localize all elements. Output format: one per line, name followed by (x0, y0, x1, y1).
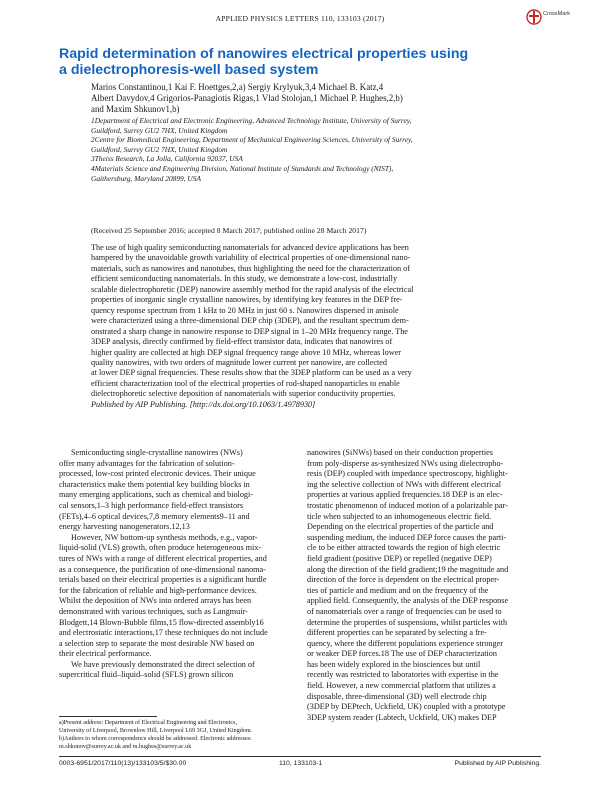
abstract-line: dielectrophoretic selective deposition of nanomaterials with superior conductivity properties. (91, 389, 396, 399)
body-line: Semiconducting single-crystalline nanowires (NWs) (71, 448, 243, 457)
body-line: We have previously demonstrated the direct selection of (71, 659, 255, 669)
abstract-line: properties of inorganic single crystalline nanowires, by identifying key features in the DEP fre- (91, 295, 403, 305)
affiliations (91, 116, 511, 183)
body-line: resis (DEP) coupled with impedance spectroscopy, highlight- (307, 469, 508, 479)
footer-publisher: Published by AIP Publishing. (454, 760, 541, 767)
body-line: ties of particle and medium and on the frequency of the (307, 585, 489, 595)
body-line: Depending on the electrical properties of the particle and (307, 522, 494, 532)
body-line: ing the selective collection of NWs with different electrical (307, 479, 501, 489)
body-line: a selection step to separate the most desirable NW based on (59, 638, 255, 648)
body-line: of nanomaterials over a range of frequencies can be used to (307, 606, 502, 616)
body-line: cle to be either attracted towards the region of high electric (307, 543, 501, 553)
received-dates: (Received 25 September 2016; accepted 8 March 2017; published online 28 March 2017) (91, 226, 367, 235)
body-line: (3DEP by DEPtech, Uckfield, UK) coupled with a prototype (307, 702, 506, 712)
body-line: terials based on their electrical properties is a significant hurdle (59, 575, 267, 585)
footer-issn: 0003-6951/2017/110(13)/133103/5/$30.00 (59, 760, 187, 767)
abstract-line: onstrated a sharp change in nanowire response to DEP signal in 1–20 MHz frequency range. The (91, 326, 408, 336)
footnote-line: m.shkunov@surrey.ac.uk and m.hughes@surrey.ac.uk (59, 744, 192, 750)
affiliation-line: 4Materials Science and Engineering Division, National Institute of Standards and Technology (NIST), (91, 163, 394, 173)
crossmark-label (543, 11, 570, 18)
body-line: ticle when subjected to an inhomogeneous electric field. (307, 511, 492, 521)
abstract-doi-line[interactable]: Published by AIP Publishing. [http://dx.doi.org/10.1063/1.4978930] (91, 399, 316, 409)
right-column (307, 448, 541, 723)
affiliation-line: 3Theiss Research, La Jolla, California 92037, USA (91, 154, 243, 164)
crossmark-label-line: CrossMark (543, 11, 571, 17)
page-footer (59, 760, 541, 770)
footer-page-number: 110, 133103-1 (279, 760, 323, 767)
body-line: quency, where the different populations experience stronger (307, 638, 503, 648)
abstract-line: efficient characterization tool of the electrical properties of rod-shaped nanoparticles to enable (91, 378, 400, 388)
abstract-line: 3DEP analysis, directly confirmed by field-effect transistor data, indicates that nanowires of (91, 337, 393, 347)
body-line: However, NW bottom-up synthesis methods, e.g., vapor- (71, 532, 258, 542)
body-line: 3DEP system reader (Labtech, Uckfield, UK) makes DEP (307, 712, 497, 722)
abstract-line: at lower DEP signal frequencies. These results show that the 3DEP platform can be used as a very (91, 368, 412, 378)
body-line: demonstrated with various techniques, such as Langmuir- (59, 606, 248, 616)
body-line: liquid-solid (VLS) growth, often produce heterogeneous mix- (59, 543, 262, 553)
body-line: trostatic phenomenon of induced motion of a polarizable par- (307, 500, 508, 510)
abstract-line: The use of high quality semiconducting nanomaterials for advanced device applications has been (91, 243, 409, 252)
body-line: field. However, a new commercial platform that utilizes a (307, 681, 496, 691)
footnotes (59, 719, 295, 751)
body-line: from poly-disperse as-synthesized NWs using dielectropho- (307, 458, 504, 468)
abstract-line: hampered by the unavoidable growth variability of electrical properties of one-dimensional nano- (91, 253, 411, 263)
abstract (91, 243, 509, 410)
author-line: Marios Constantinou,1 Kai F. Hoettges,2,a) Sergiy Krylyuk,3,4 Michael B. Katz,4 (91, 82, 384, 92)
body-line: suspending medium, the induced DEP force causes the parti- (307, 532, 507, 542)
footnote-line: a)Present address: Department of Electrical Engineering and Electronics, (59, 720, 238, 726)
body-line: recently was restricted to laboratories with expertise in the (307, 670, 499, 680)
crossmark-logo[interactable] (526, 8, 574, 32)
body-line: Blodgett,14 Blown-Bubble films,15 flow-directed assembly16 (59, 617, 264, 627)
body-line: nanowires (SiNWs) based on their conduction properties (307, 448, 493, 457)
affiliation-line: Guildford, Surrey GU2 7HX, United Kingdom (91, 144, 228, 154)
abstract-line: higher quality are collected at high DEP signal frequency range above 10 MHz, whereas lower (91, 347, 402, 357)
affiliation-line: Gaithersburg, Maryland 20899, USA (91, 173, 201, 183)
body-line: has been widely explored in the biosciences but until (307, 659, 481, 669)
abstract-line: quality nanowires, with two orders of magnitude lower current per nanowire, are collected (91, 357, 388, 367)
author-line: and Maxim Shkunov1,b) (91, 104, 180, 114)
body-line: their electrical performance. (59, 649, 152, 659)
body-line: field gradient (positive DEP) or repelled (negative DEP) (307, 553, 492, 563)
body-line: disposable, three-dimensional (3D) well electrode chip (307, 691, 487, 701)
body-line: direction of the force is dependent on the electrical proper- (307, 575, 500, 585)
body-line: properties at various applied frequencies.18 DEP is an elec- (307, 490, 503, 500)
affiliation-line: 1Department of Electrical and Electronic Engineering, Advanced Technology Institute, University of Surrey, (91, 116, 412, 125)
abstract-line: materials, such as nanowires and nanotubes, thus highlighting the need for the characterization of (91, 263, 410, 273)
footnote-divider (59, 716, 157, 717)
body-line: for the fabrication of reliable and high-performance devices. (59, 585, 257, 595)
abstract-line: efficient semiconducting nanomaterials. In this study, we demonstrate a low-cost, industrially (91, 274, 398, 284)
paper-title (59, 46, 499, 78)
body-line: processed, low-cost printed electronic devices. Their unique (59, 469, 256, 479)
footnote-line: b)Authors to whom correspondence should be addressed. Electronic addresses: (59, 736, 252, 742)
author-line: Albert Davydov,4 Grigorios-Panagiotis Rigas,1 Vlad Stolojan,1 Michael P. Hughes,2,b) (91, 93, 403, 103)
body-line: tures of NWs with a range of different electrical properties, and (59, 553, 267, 563)
title-line: Rapid determination of nanowires electrical properties using (59, 46, 469, 62)
title-line: a dielectrophoresis-well based system (59, 62, 319, 78)
crossmark-icon (526, 8, 542, 26)
abstract-line: scalable dielectrophoretic (DEP) nanowire assembly method for the rapid analysis of the electrical (91, 284, 414, 294)
affiliation-line: Guildford, Surrey GU2 7HX, United Kingdom (91, 125, 228, 135)
body-line: cal sensors,1–3 high performance field-effect transistors (59, 500, 244, 510)
body-line: energy harvesting nanogenerators.12,13 (59, 522, 190, 532)
body-line: offer many advantages for the fabrication of solution- (59, 458, 235, 468)
abstract-line: quency response spectrum from 1 kHz to 20 MHz in just 60 s. Nanowires dispersed in anisole (91, 305, 399, 315)
footer-divider (59, 756, 541, 757)
left-column (59, 448, 293, 681)
body-line: many emerging applications, such as chemical and biologi- (59, 490, 254, 500)
body-line: along the direction of the field gradient;19 the magnitude and (307, 564, 509, 574)
body-line: and electrostatic interactions,17 these techniques do not include (59, 628, 268, 638)
footnote-line: University of Liverpool, Brownlow Hill, Liverpool L69 3GJ, United Kingdom. (59, 728, 253, 734)
body-line: characteristics make them potential key building blocks in (59, 479, 250, 489)
affiliation-line: 2Centre for Biomedical Engineering, Department of Mechanical Engineering Sciences, University of Surrey, (91, 135, 413, 145)
author-list (91, 82, 491, 115)
body-line: determine the properties of suspensions, whilst particles with (307, 617, 508, 627)
body-line: Whilst the deposition of NWs into ordered arrays has been (59, 596, 252, 606)
body-line: (FETs),4–6 optical devices,7,8 memory elements9–11 and (59, 511, 250, 521)
body-line: supercritical fluid–liquid–solid (SFLS) grown silicon (59, 670, 234, 680)
body-line: different properties can be separated by selecting a fre- (307, 628, 487, 638)
journal-header: APPLIED PHYSICS LETTERS 110, 133103 (2017) (215, 14, 385, 23)
abstract-line: were characterized using a three-dimensional DEP chip (3DEP), and the resultant spectrum dem- (91, 316, 409, 326)
body-line: or weaker DEP forces.18 The use of DEP characterization (307, 649, 497, 659)
body-line: as a consequence, the purification of one-dimensional nanoma- (59, 564, 266, 574)
body-line: applied field. Consequently, the analysis of the DEP response (307, 596, 509, 606)
